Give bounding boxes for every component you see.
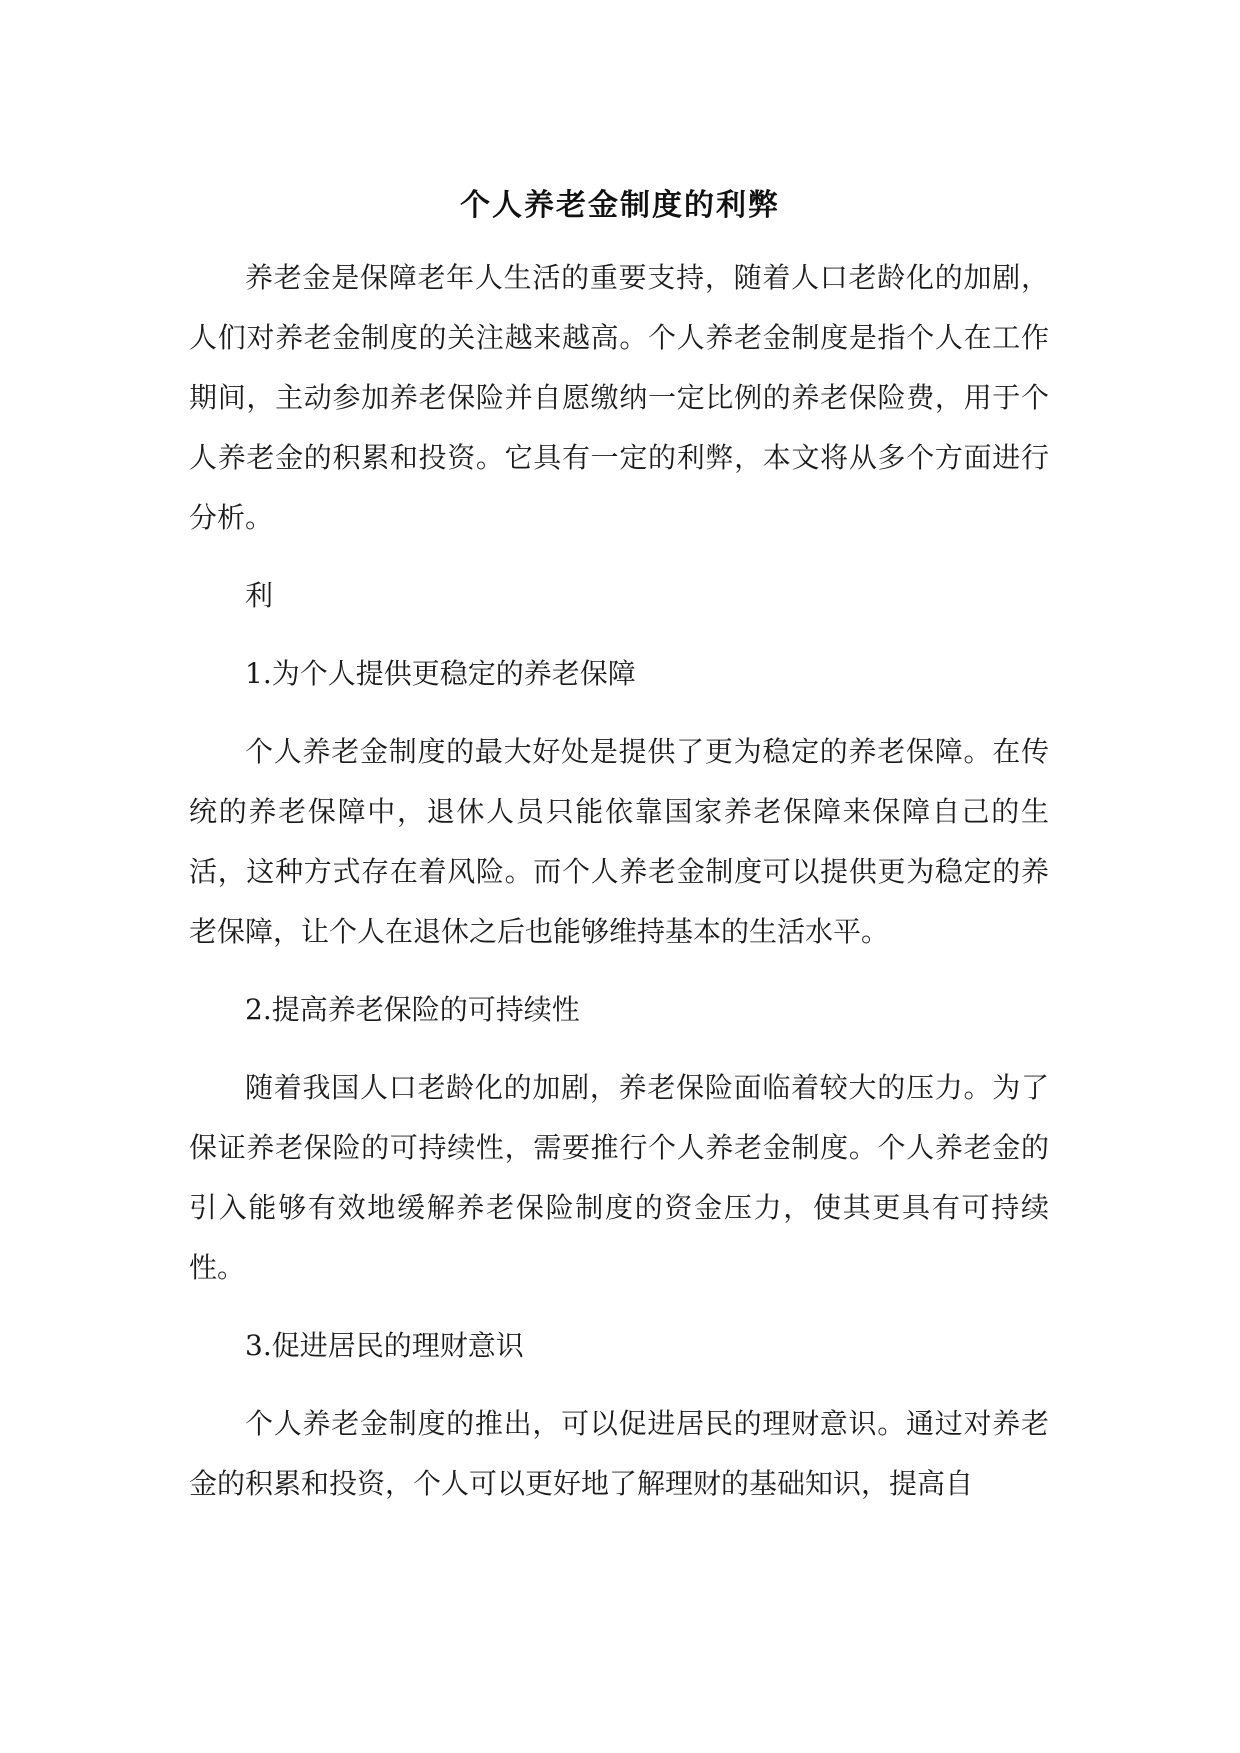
document-title: 个人养老金制度的利弊 bbox=[460, 188, 780, 223]
document-body bbox=[189, 248, 1049, 1532]
intro-paragraph: 养老金是保障老年人生活的重要支持，随着人口老龄化的加剧，人们对养老金制度的关注越来越高。个人养老金制度是指个人在工作期间，主动参加养老保险并自愿缴纳一定比例的养老保险费，用于个人养老金的积累和投资。它具有一定的利弊，本文将从多个方面进行分析。 bbox=[189, 261, 1049, 534]
point-paragraph-3: 个人养老金制度的推出，可以促进居民的理财意识。通过对养老金的积累和投资，个人可以更好地了解理财的基础知识，提高自 bbox=[189, 1407, 1049, 1500]
point-heading-3: 3.促进居民的理财意识 bbox=[245, 1329, 524, 1362]
section-heading-pros: 利 bbox=[245, 579, 274, 612]
point-heading-1: 1.为个人提供更稳定的养老保障 bbox=[245, 657, 636, 690]
point-paragraph-1: 个人养老金制度的最大好处是提供了更为稳定的养老保障。在传统的养老保障中，退休人员只能依靠国家养老保障来保障自己的生活，这种方式存在着风险。而个人养老金制度可以提供更为稳定的养老保障，让个人在退休之后也能够维持基本的生活水平。 bbox=[189, 735, 1049, 948]
point-paragraph-2: 随着我国人口老龄化的加剧，养老保险面临着较大的压力。为了保证养老保险的可持续性，需要推行个人养老金制度。个人养老金的引入能够有效地缓解养老保险制度的资金压力，使其更具有可持续性。 bbox=[189, 1071, 1049, 1284]
point-heading-2: 2.提高养老保险的可持续性 bbox=[245, 993, 580, 1026]
